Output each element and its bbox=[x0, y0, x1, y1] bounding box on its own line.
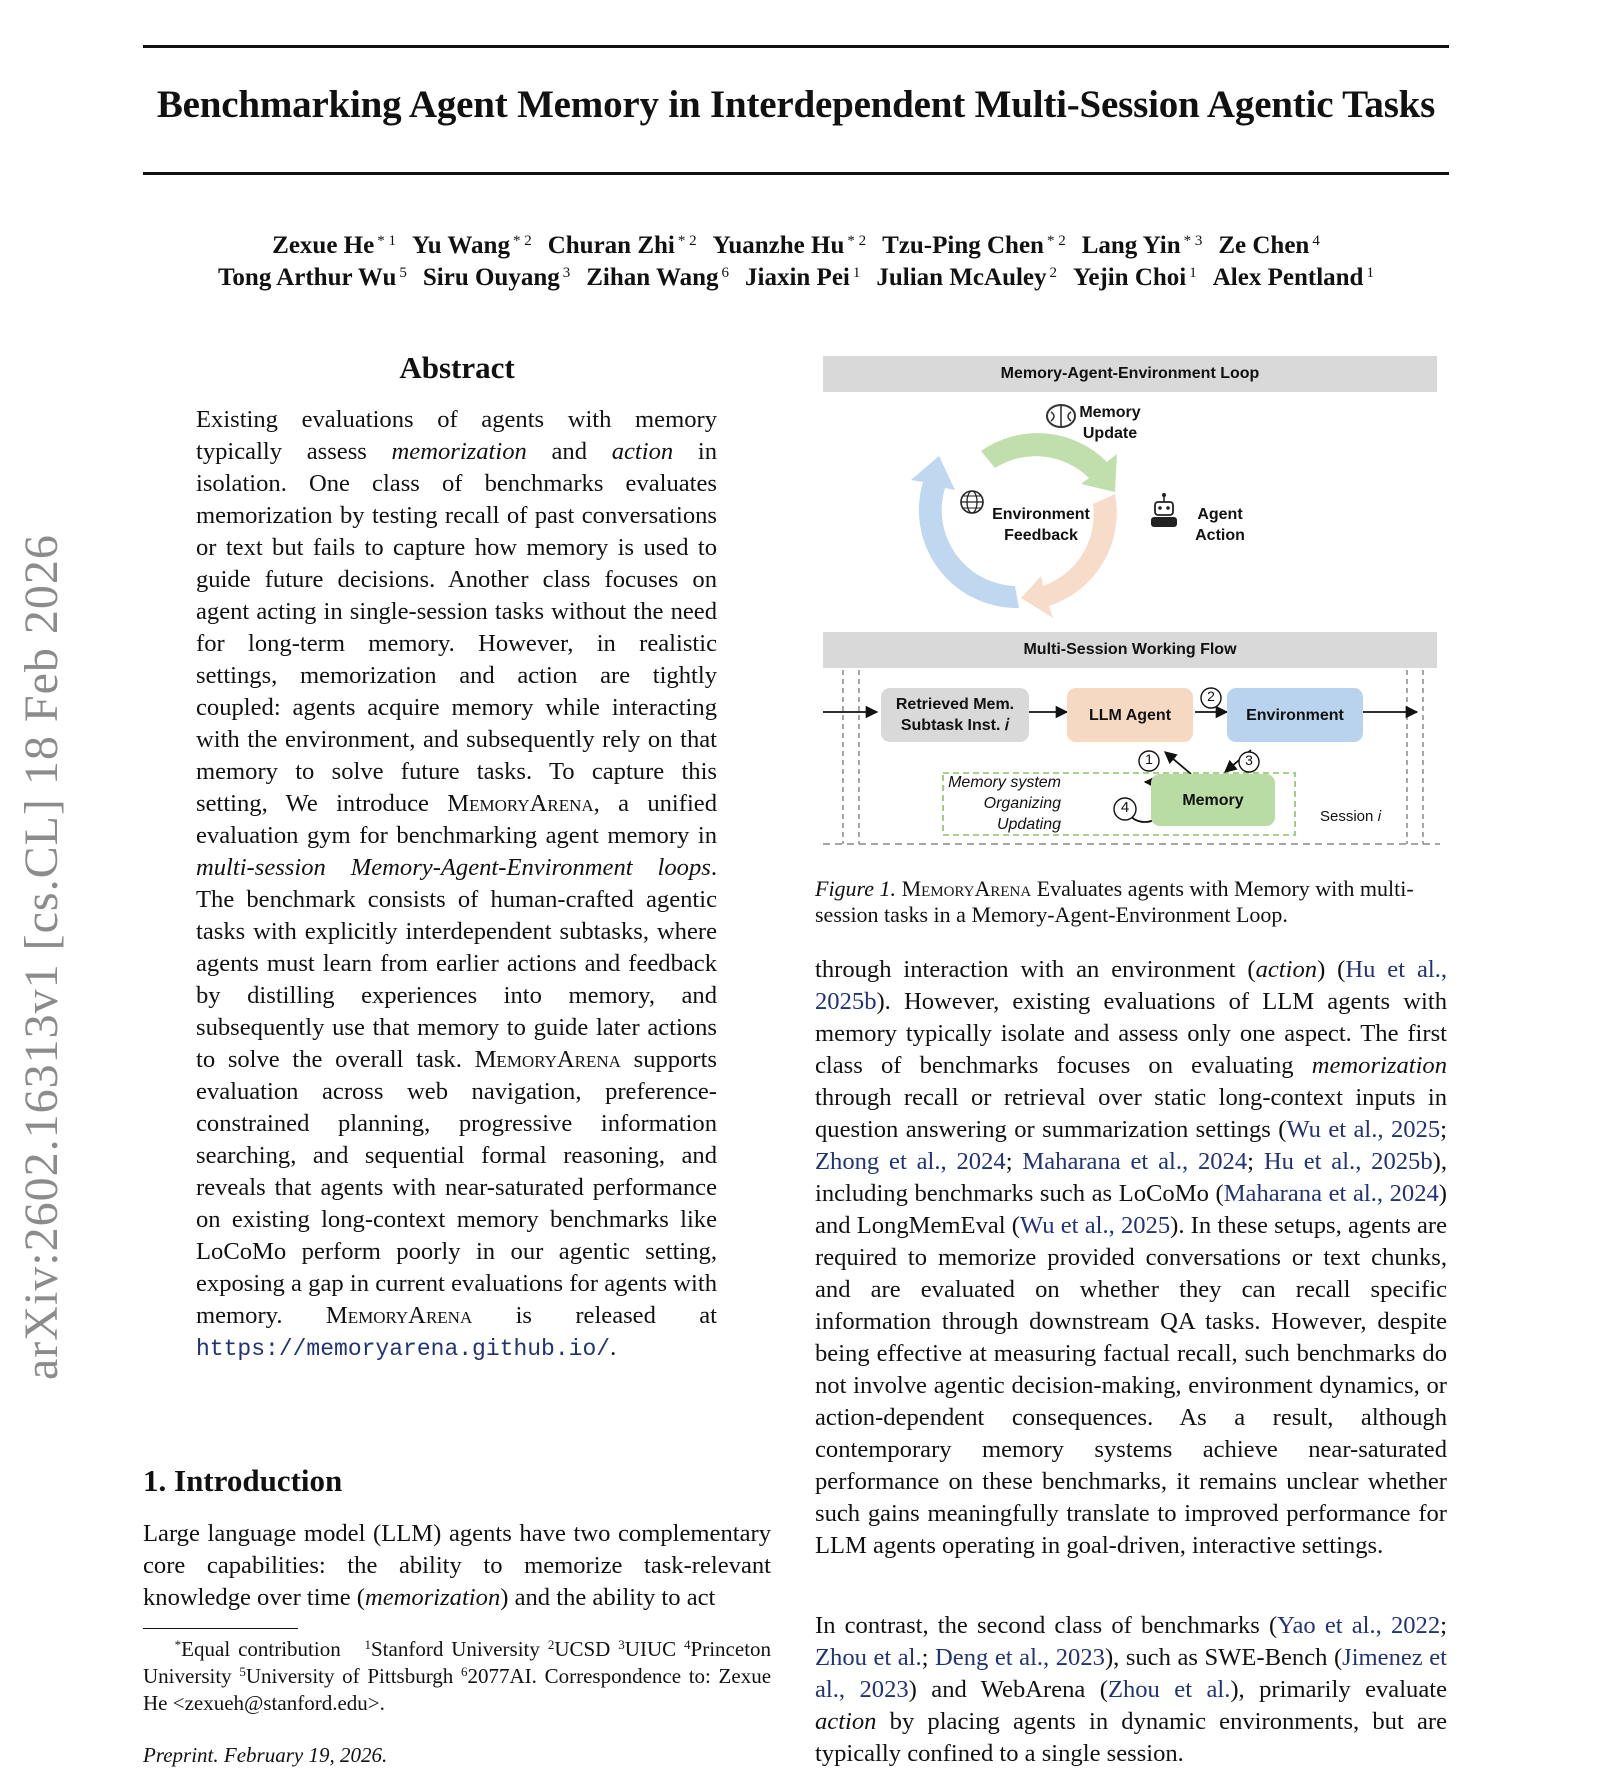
step-2-number: 2 bbox=[1207, 688, 1215, 704]
author-name: Julian McAuley bbox=[876, 264, 1047, 291]
author-name: Yu Wang bbox=[411, 232, 510, 259]
body-text: ; bbox=[1005, 1148, 1023, 1175]
citation-link[interactable]: Jimenez et al., 2023 bbox=[815, 1644, 1448, 1703]
abstract-text: is released at bbox=[472, 1302, 717, 1329]
agent-action-line1: Agent bbox=[1197, 506, 1243, 523]
author-name: Yuanzhe Hu bbox=[712, 232, 845, 259]
body-text: ), primarily evaluate bbox=[1230, 1676, 1447, 1703]
body-text: through recall or retrieval over static long-context inputs in question answering or summarization settings ( bbox=[815, 1084, 1447, 1143]
body-text: ; bbox=[1440, 1612, 1447, 1639]
introduction-paragraph bbox=[143, 1518, 771, 1614]
top-rule bbox=[143, 45, 1449, 48]
abstract-text: . The benchmark consists of human-crafted agentic tasks with explicitly interdependent subtasks, where agents must learn from earlier actions and feedback by distilling experiences into memory, and subsequently use that memory to guide later actions to solve the overall task. bbox=[196, 854, 717, 1073]
intro-text: Large language model (LLM) agents have two complementary core capabilities: the ability to memorize task-relevant knowledge over time ( bbox=[143, 1520, 771, 1611]
figure-1 bbox=[815, 352, 1447, 860]
author bbox=[1218, 232, 1319, 259]
benchmark-name: MemoryArena bbox=[901, 876, 1032, 901]
abstract-text: Existing evaluations of agents with memory typically assess bbox=[196, 406, 717, 465]
author-affiliation-marker: * 1 bbox=[377, 233, 396, 249]
body-text: ; bbox=[1440, 1116, 1448, 1143]
author bbox=[1213, 264, 1374, 291]
affiliation-6: 2077AI. Correspondence to: Zexue He <zexueh@stanford.edu>. bbox=[143, 1664, 772, 1715]
author-affiliation-marker: * 2 bbox=[677, 233, 697, 249]
benchmark-name: MemoryArena bbox=[325, 1302, 473, 1329]
citation-link[interactable]: Maharana et al., 2024 bbox=[1223, 1180, 1439, 1207]
author bbox=[586, 264, 729, 291]
author-affiliation-marker: 4 bbox=[1312, 233, 1320, 249]
author-name: Zihan Wang bbox=[586, 264, 719, 291]
llm-agent-box: LLM Agent bbox=[1067, 688, 1193, 742]
step-1-number: 1 bbox=[1145, 751, 1153, 767]
memory-box: Memory bbox=[1151, 774, 1275, 826]
memory-update-line2: Update bbox=[1082, 425, 1138, 442]
arxiv-identifier[interactable]: arXiv:2602.16313v1 [cs.CL] 18 Feb 2026 bbox=[15, 534, 68, 1380]
title-bottom-rule bbox=[143, 172, 1449, 175]
loop-band-title: Memory-Agent-Environment Loop bbox=[823, 356, 1437, 392]
benchmark-name: MemoryArena bbox=[474, 1046, 621, 1073]
globe-icon bbox=[961, 491, 983, 513]
body-text: ; bbox=[1247, 1148, 1264, 1175]
citation-link[interactable]: Hu et al., 2025b bbox=[1263, 1148, 1433, 1175]
retrieved-memory-box bbox=[881, 688, 1029, 742]
body-emphasis: action bbox=[1255, 956, 1318, 983]
abstract-text: supports evaluation across web navigation, preference-constrained planning, progressive information searching, and sequential formal reasoning, and reveals that agents with near-saturated performance on existing long-context memory benchmarks like LoCoMo perform poorly in our agentic setting, exposing a gap in current evaluations for agents with memory. bbox=[196, 1046, 717, 1329]
subtask-instruction-line: Subtask Inst. 𝑖 bbox=[900, 717, 1010, 734]
author-name: Churan Zhi bbox=[547, 232, 675, 259]
abstract-emphasis: action bbox=[611, 438, 674, 465]
agent-action-line2: Action bbox=[1195, 527, 1245, 544]
body-emphasis: memorization bbox=[1311, 1052, 1447, 1079]
workflow-band-title: Multi-Session Working Flow bbox=[823, 632, 1437, 668]
intro-text: ) and the ability to act bbox=[500, 1584, 716, 1611]
environment-box: Environment bbox=[1227, 688, 1363, 742]
footnote: *Equal contribution $^1$Stanford University $^2$UCSD $^3$UIUC $^4$Princeton University $^5$University of Pittsburgh $^6$2077AI. Correspondence to: Zexue He <zexueh@stanford.edu>. bbox=[143, 1637, 772, 1715]
author bbox=[272, 232, 396, 259]
affiliation-5: University of Pittsburgh bbox=[245, 1664, 454, 1688]
body-text: ). However, existing evaluations of LLM agents with memory typically isolate and assess only one aspect. The first class of benchmarks focuses on evaluating bbox=[815, 988, 1447, 1079]
introduction-heading: 1. Introduction bbox=[143, 1463, 343, 1498]
author bbox=[218, 264, 407, 291]
body-text: In contrast, the second class of benchmarks ( bbox=[815, 1612, 1278, 1639]
memory-system-line1: Memory system bbox=[948, 774, 1061, 791]
author-affiliation-marker: * 2 bbox=[847, 233, 867, 249]
affiliation-2: UCSD bbox=[554, 1637, 611, 1661]
citation-link[interactable]: Yao et al., 2022 bbox=[1277, 1612, 1441, 1639]
environment-feedback-label bbox=[985, 504, 1097, 546]
author bbox=[548, 232, 697, 259]
memory-system-label bbox=[933, 772, 1061, 835]
memory-update-line1: Memory bbox=[1079, 404, 1141, 421]
caption-text: Evaluates agents with Memory with multi-session tasks in a Memory-Agent-Environment Loop. bbox=[815, 876, 1414, 927]
right-column-paragraph-1 bbox=[815, 954, 1447, 1562]
citation-link[interactable]: Wu et al., 2025 bbox=[1286, 1116, 1441, 1143]
body-text: ) and LongMemEval ( bbox=[815, 1180, 1447, 1239]
right-column-paragraph-2 bbox=[815, 1610, 1447, 1770]
body-text: by placing agents in dynamic environments, but are typically confined to a single session. bbox=[815, 1708, 1447, 1767]
body-text: ; bbox=[921, 1644, 936, 1671]
citation-link[interactable]: Zhou et al. bbox=[815, 1644, 922, 1671]
abstract-emphasis: multi-session Memory-Agent-Environment loops bbox=[196, 854, 711, 881]
affiliation-3: UIUC bbox=[624, 1637, 677, 1661]
author-affiliation-marker: 1 bbox=[1189, 265, 1197, 281]
body-text: through interaction with an environment ( bbox=[815, 956, 1256, 983]
author-affiliation-marker: * 2 bbox=[1046, 233, 1066, 249]
memory-system-line3: Updating bbox=[996, 816, 1061, 833]
abstract-text: in isolation. One class of benchmarks evaluates memorization by testing recall of past conversations or text but fails to capture how memory is used to guide future decisions. Another class focuses on agent acting in single-session tasks without the need for long-term memory. However, in realistic settings, memorization and action are tightly coupled: agents acquire memory while interacting with the environment, and subsequently rely on that memory to solve future tasks. To capture this setting, We introduce bbox=[196, 438, 718, 817]
author bbox=[423, 264, 570, 291]
project-url-link[interactable]: https://memoryarena.github.io/ bbox=[196, 1336, 611, 1362]
retrieved-memory-line1: Retrieved Mem. bbox=[895, 696, 1015, 713]
body-text: ), including benchmarks such as LoCoMo ( bbox=[815, 1148, 1447, 1207]
benchmark-name: MemoryArena bbox=[447, 790, 594, 817]
citation-link[interactable]: Hu et al., 2025b bbox=[815, 956, 1447, 1015]
author-name: Tzu-Ping Chen bbox=[882, 232, 1044, 259]
body-text: ), such as SWE-Bench ( bbox=[1104, 1644, 1343, 1671]
citation-link[interactable]: Wu et al., 2025 bbox=[1020, 1212, 1171, 1239]
preprint-note: Preprint. February 19, 2026. bbox=[143, 1743, 388, 1767]
body-emphasis: action bbox=[815, 1708, 877, 1735]
abstract-heading: Abstract bbox=[399, 350, 515, 385]
abstract-text: and bbox=[526, 438, 612, 465]
author-affiliation-marker: 3 bbox=[562, 265, 571, 281]
memory-update-label bbox=[1065, 402, 1155, 444]
author-affiliation-marker: 2 bbox=[1049, 265, 1058, 281]
abstract-text: , a unified evaluation gym for benchmarking agent memory in bbox=[196, 790, 717, 849]
author bbox=[412, 232, 532, 259]
intro-emphasis: memorization bbox=[364, 1584, 501, 1611]
author bbox=[882, 232, 1066, 259]
author-affiliation-marker: * 2 bbox=[512, 233, 532, 249]
author-name: Tong Arthur Wu bbox=[218, 264, 397, 291]
author-name: Zexue He bbox=[272, 232, 375, 259]
environment-feedback-line2: Feedback bbox=[1004, 527, 1078, 544]
body-text: ) and WebArena ( bbox=[908, 1676, 1108, 1703]
author-name: Alex Pentland bbox=[1212, 264, 1364, 291]
author bbox=[745, 264, 860, 291]
robot-icon bbox=[1151, 493, 1177, 527]
author-name: Yejin Choi bbox=[1073, 264, 1187, 291]
citation-link[interactable]: Zhou et al. bbox=[1107, 1676, 1231, 1703]
abstract-emphasis: memorization bbox=[391, 438, 527, 465]
author-name: Lang Yin bbox=[1081, 232, 1181, 259]
abstract-body bbox=[196, 404, 717, 1365]
author bbox=[713, 232, 867, 259]
step-3-number: 3 bbox=[1245, 752, 1253, 768]
affiliation-1: Stanford University bbox=[371, 1637, 540, 1661]
body-text: ) ( bbox=[1317, 956, 1346, 983]
author bbox=[1082, 232, 1203, 259]
author bbox=[876, 264, 1057, 291]
footnote-equal: Equal contribution bbox=[181, 1637, 341, 1661]
author bbox=[1073, 264, 1197, 291]
paper-title: Benchmarking Agent Memory in Interdependent Multi-Session Agentic Tasks bbox=[156, 83, 1436, 126]
author-affiliation-marker: 6 bbox=[721, 265, 730, 281]
author-name: Ze Chen bbox=[1218, 232, 1310, 259]
body-text: ). In these setups, agents are required to memorize provided conversations or text chunks, and are evaluated on whether they can recall specific information through downstream QA tasks. However, despite being effective at measuring factual recall, such benchmarks do not involve agentic decision-making, environment dynamics, or action-dependent consequences. As a result, although contemporary memory systems achieve near-saturated performance on these benchmarks, it remains unclear whether such gains meaningfully translate to improved performance for LLM agents operating in goal-driven, interactive settings. bbox=[815, 1212, 1447, 1559]
author-name: Siru Ouyang bbox=[422, 264, 560, 291]
memory-system-line2: Organizing bbox=[983, 795, 1061, 812]
author-affiliation-marker: 1 bbox=[852, 265, 861, 281]
caption-label: Figure 1. bbox=[815, 876, 897, 901]
citation-link[interactable]: Zhong et al., 2024 bbox=[815, 1148, 1006, 1175]
author-affiliation-marker: 5 bbox=[399, 265, 407, 281]
figure-1-caption bbox=[815, 876, 1447, 928]
agent-action-label bbox=[1182, 504, 1258, 546]
session-label: Session 𝑖 bbox=[1320, 808, 1382, 825]
author-affiliation-marker: 1 bbox=[1366, 265, 1374, 281]
author-name: Jiaxin Pei bbox=[745, 264, 850, 291]
environment-feedback-line1: Environment bbox=[992, 506, 1090, 523]
citation-link[interactable]: Deng et al., 2023 bbox=[935, 1644, 1105, 1671]
step-4-number: 4 bbox=[1120, 799, 1130, 816]
citation-link[interactable]: Maharana et al., 2024 bbox=[1022, 1148, 1248, 1175]
authors-line-2 bbox=[143, 264, 1449, 292]
abstract-text: . bbox=[610, 1334, 617, 1361]
affiliation-4: Princeton University bbox=[143, 1637, 772, 1688]
footnote-rule bbox=[143, 1628, 298, 1629]
authors-line-1 bbox=[143, 232, 1449, 260]
author-affiliation-marker: * 3 bbox=[1183, 233, 1203, 249]
